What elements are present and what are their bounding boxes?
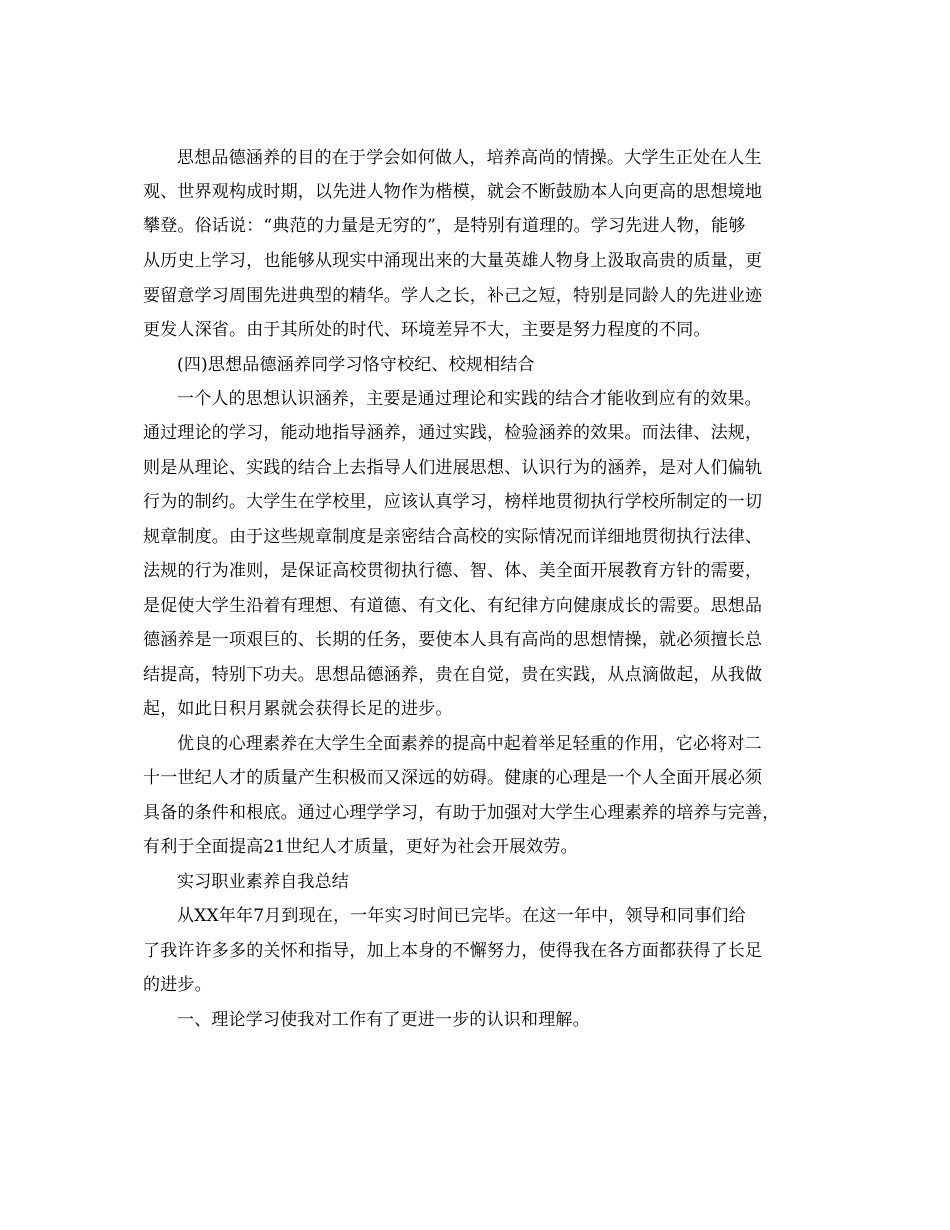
section-heading: (四)思想品德涵养同学习恪守校纪、校规相结合 [177,355,535,375]
text-line: 一个人的思想认识涵养，主要是通过理论和实践的结合才能收到应有的效果。 [177,389,762,409]
text-line: 起，如此日积月累就会获得长足的进步。 [143,699,453,719]
text-line: 是促使大学生沿着有理想、有道德、有文化、有纪律方向健康成长的需要。思想品 [143,596,763,616]
text-line: 法规的行为准则，是保证高校贯彻执行德、智、体、美全面开展教育方针的需要， [143,561,763,581]
text-line: 观、世界观构成时期，以先进人物作为楷模，就会不断鼓励本人向更高的思想境地 [143,182,763,202]
text-line: 行为的制约。大学生在学校里，应该认真学习，榜样地贯彻执行学校所制定的一切 [143,492,763,512]
text-line: 通过理论的学习，能动地指导涵养，通过实践，检验涵养的效果。而法律、法规， [143,423,763,443]
text-line: 攀登。俗话说：“典范的力量是无穷的”，是特别有道理的。学习先进人物，能够 [143,216,746,236]
text-line: 要留意学习周围先进典型的精华。学人之长，补己之短，特别是同龄人的先进业迹 [143,286,763,306]
text-line: 德涵养是一项艰巨的、长期的任务，要使本人具有高尚的思想情操，就必须擅长总 [143,630,763,650]
text-line: 有利于全面提高21世纪人才质量，更好为社会开展效劳。 [143,837,578,857]
text-line: 更发人深省。由于其所处的时代、环境差异不大，主要是努力程度的不同。 [143,320,711,340]
text-line: 十一世纪人才的质量产生积极而又深远的妨碍。健康的心理是一个人全面开展必须 [143,768,763,788]
text-line: 优良的心理素养在大学生全面素养的提高中起着举足轻重的作用，它必将对二 [177,734,762,754]
text-line: 的进步。 [143,975,212,995]
text-line: 了我许许多多的关怀和指导，加上本身的不懈努力，使得我在各方面都获得了长足 [143,941,763,961]
section-heading: 实习职业素养自我总结 [177,872,349,892]
text-line: 一、理论学习使我对工作有了更进一步的认识和理解。 [177,1010,590,1030]
text-line: 从历史上学习，也能够从现实中涌现出来的大量英雄人物身上汲取高贵的质量，更 [143,251,763,271]
text-line: 结提高，特别下功夫。思想品德涵养，贵在自觉，贵在实践，从点滴做起，从我做 [143,665,763,685]
text-line: 从XX年年7月到现在，一年实习时间已完毕。在这一年中，领导和同事们给 [177,906,746,926]
text-line: 具备的条件和根底。通过心理学学习，有助于加强对大学生心理素养的培养与完善， [143,803,780,823]
text-line: 规章制度。由于这些规章制度是亲密结合高校的实际情况而详细地贯彻执行法律、 [143,527,763,547]
text-line: 思想品德涵养的目的在于学会如何做人，培养高尚的情操。大学生正处在人生 [177,148,762,168]
text-line: 则是从理论、实践的结合上去指导人们进展思想、认识行为的涵养，是对人们偏轨 [143,458,763,478]
